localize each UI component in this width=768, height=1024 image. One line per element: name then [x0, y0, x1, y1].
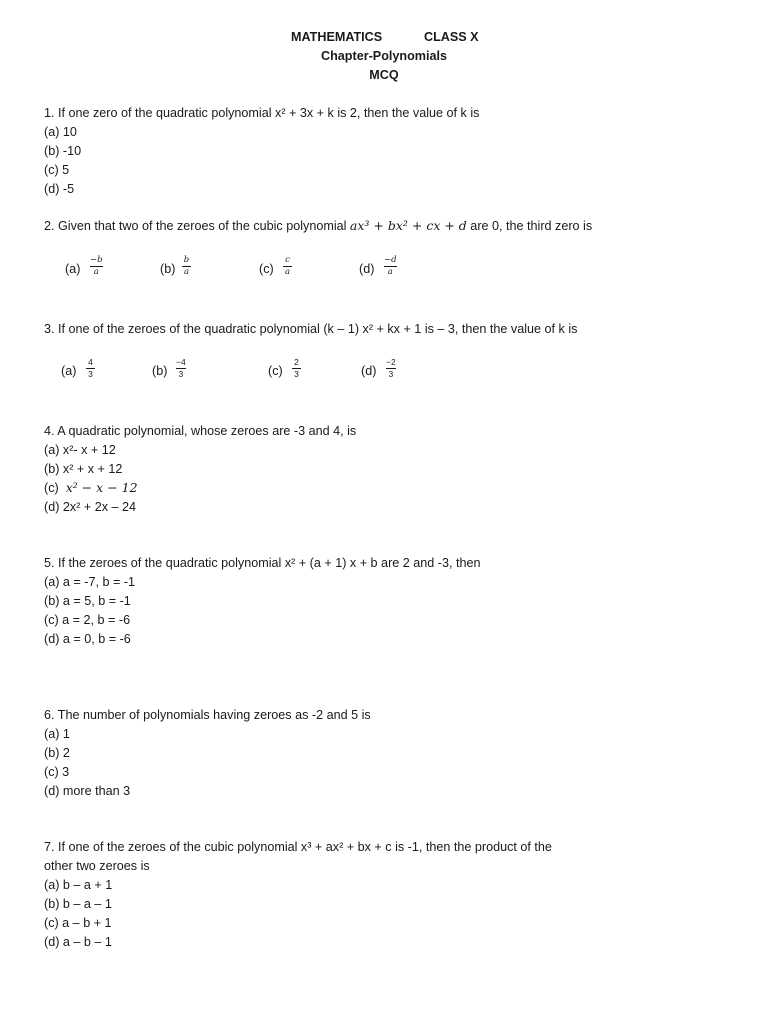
question-7-line-1: 7. If one of the zeroes of the cubic polynomial x³ + ax² + bx + c is -1, then the product of the — [44, 840, 552, 854]
q4-option-b: (b) x² + x + 12 — [44, 462, 123, 476]
q4-option-a: (a) x²- x + 12 — [44, 443, 116, 457]
q3-option-c-label: (c) — [268, 364, 283, 378]
q3-option-c-num: 2 — [294, 357, 299, 367]
q2-option-a-fraction — [90, 256, 103, 277]
q2-text-pre: 2. Given that two of the zeroes of the cubic polynomial — [44, 219, 350, 233]
q2-option-a-num: −b — [90, 255, 103, 265]
q5-option-d: (d) a = 0, b = -6 — [44, 632, 131, 646]
q2-option-a-label: (a) — [65, 262, 81, 276]
q2-option-d-num: −d — [384, 255, 397, 265]
q3-option-b-den: 3 — [178, 369, 184, 379]
q1-option-b: (b) -10 — [44, 144, 82, 158]
q3-option-c-fraction — [292, 358, 301, 379]
q5-option-b: (b) a = 5, b = -1 — [44, 594, 131, 608]
q2-option-b-label: (b) — [160, 262, 176, 276]
q4-option-c-expression: x² − x − 12 — [65, 480, 138, 495]
q5-option-a: (a) a = -7, b = -1 — [44, 575, 135, 589]
q6-option-c: (c) 3 — [44, 765, 70, 779]
q2-option-a-den: a — [93, 267, 99, 277]
q2-option-b-fraction — [182, 256, 191, 277]
question-2 — [44, 218, 592, 234]
q3-option-d-num: −2 — [386, 357, 396, 367]
q7-option-d: (d) a – b – 1 — [44, 935, 112, 949]
q2-option-b-den: a — [183, 267, 190, 277]
q2-option-d-fraction — [384, 256, 397, 277]
q3-option-a-num: 4 — [88, 357, 93, 367]
q2-option-d-den: a — [387, 267, 393, 277]
q4-option-d: (d) 2x² + 2x – 24 — [44, 500, 137, 514]
class-heading: CLASS X — [424, 30, 479, 44]
q1-option-a: (a) 10 — [44, 125, 77, 139]
q3-option-d-fraction — [386, 358, 396, 379]
question-1: 1. If one zero of the quadratic polynomial x² + 3x + k is 2, then the value of k is — [44, 106, 480, 120]
q6-option-b: (b) 2 — [44, 746, 70, 760]
q3-option-d-den: 3 — [388, 369, 394, 379]
chapter-heading: Chapter-Polynomials — [321, 49, 447, 63]
subject-heading: MATHEMATICS — [291, 30, 383, 44]
q4-option-c — [44, 480, 138, 496]
q3-option-a-fraction — [86, 358, 95, 379]
q3-option-a-label: (a) — [61, 364, 77, 378]
q2-option-c-label: (c) — [259, 262, 274, 276]
q5-option-c: (c) a = 2, b = -6 — [44, 613, 131, 627]
question-5: 5. If the zeroes of the quadratic polynomial x² + (a + 1) x + b are 2 and -3, then — [44, 556, 481, 570]
q2-option-c-fraction — [283, 256, 292, 277]
question-4: 4. A quadratic polynomial, whose zeroes are -3 and 4, is — [44, 424, 357, 438]
q3-option-c-den: 3 — [294, 369, 299, 379]
q3-option-d-label: (d) — [361, 364, 377, 378]
q7-option-b: (b) b – a – 1 — [44, 897, 112, 911]
q6-option-a: (a) 1 — [44, 727, 70, 741]
q4-option-c-label: (c) — [44, 481, 66, 495]
q3-option-a-den: 3 — [88, 369, 93, 379]
q6-option-d: (d) more than 3 — [44, 784, 131, 798]
q2-option-b-num: b — [183, 255, 190, 265]
q2-text-post: are 0, the third zero is — [466, 219, 593, 233]
type-heading: MCQ — [369, 68, 399, 82]
q1-option-c: (c) 5 — [44, 163, 70, 177]
question-3: 3. If one of the zeroes of the quadratic polynomial (k – 1) x² + kx + 1 is – 3, then the value of k is — [44, 322, 578, 336]
question-6: 6. The number of polynomials having zeroes as -2 and 5 is — [44, 708, 371, 722]
q7-option-c: (c) a – b + 1 — [44, 916, 112, 930]
q2-option-d-label: (d) — [359, 262, 375, 276]
question-7-line-2: other two zeroes is — [44, 859, 150, 873]
q1-option-d: (d) -5 — [44, 182, 75, 196]
q2-option-c-num: c — [285, 255, 290, 265]
q2-cubic-expression: ax³ + bx² + cx + d — [349, 218, 467, 233]
q3-option-b-fraction — [176, 358, 186, 379]
q7-option-a: (a) b – a + 1 — [44, 878, 113, 892]
q3-option-b-label: (b) — [152, 364, 168, 378]
q2-option-c-den: a — [284, 267, 291, 277]
q3-option-b-num: −4 — [176, 357, 186, 367]
